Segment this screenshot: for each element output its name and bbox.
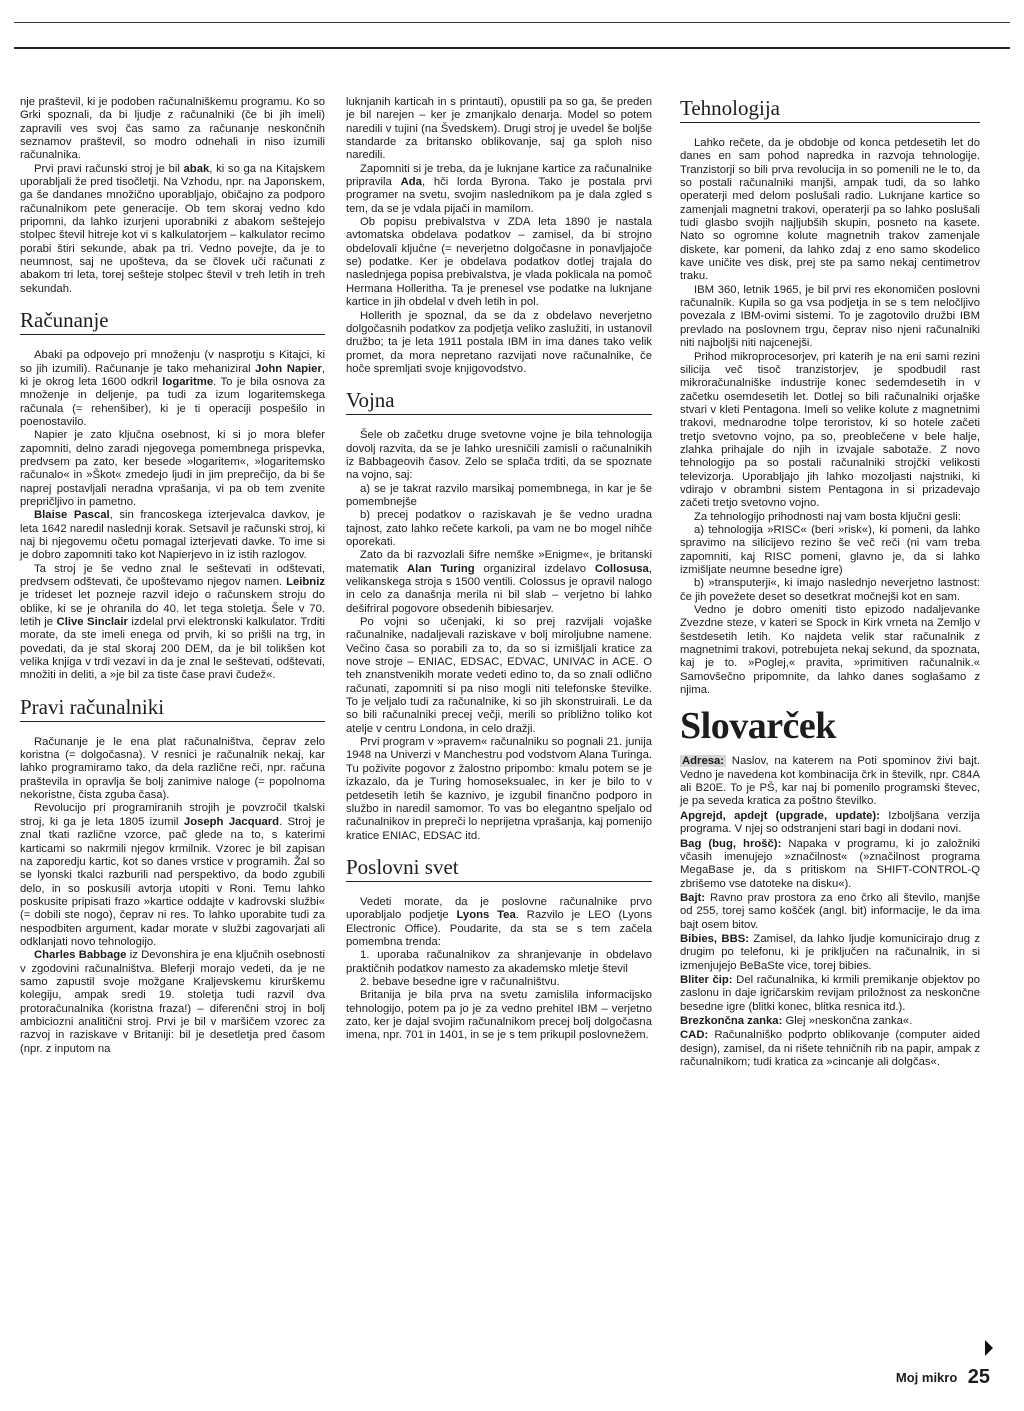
column-3	[680, 96, 980, 1070]
heading-tehnologija: Tehnologija	[680, 96, 980, 123]
paragraph: Šele ob začetku druge svetovne vojne je bila tehnologija dovolj razvita, da se je lahko uresničili zamisli o računalnikih iz Babbageovih časov. Zelo se splača trditi, da se spoznate na vojno, saj:	[346, 429, 652, 482]
glossary-term: CAD:	[680, 1029, 709, 1042]
glossary-term: Brezkončna zanka:	[680, 1014, 783, 1027]
glossary-entry	[680, 1029, 980, 1069]
glossary-definition: Izboljšana verzija programa. V njej so odstranjeni stari bagi in dodani novi.	[680, 809, 980, 836]
paragraph: b) precej podatkov o raziskavah je še vedno uradna tajnost, zato lahko rečete karkoli, pa vam ne bo mogel nihče oporekati.	[346, 509, 652, 548]
paragraph	[20, 163, 325, 296]
paragraph: Za tehnologijo prihodnosti naj vam bosta ključni gesli:	[694, 510, 961, 523]
magazine-name: Moj mikro	[895, 1370, 958, 1385]
glossary-term: Bag (bug, hrošč):	[680, 837, 782, 850]
paragraph	[20, 949, 325, 1056]
paragraph: Računanje je le ena plat računalništva, čeprav zelo koristna (= dolgočasna). V resnici je računalnik nekaj, kar lahko programiramo tako, da dela različne reči, npr. računa praštevila in opravlja še bolj zanimive naloge (= popolnoma nekoristne, čista zguba časa).	[20, 735, 325, 802]
glossary-definition: Del računalnika, ki krmili premikanje objektov po zaslonu in daje igričarskim revijam priložnost za neskončne besedne igre (blitki konec, blitka resnica itd.).	[680, 973, 980, 1013]
paragraph: Britanija je bila prva na svetu zamislila informacijsko tehnologijo, potem pa jo je za vedno prehitel IBM – verjetno zato, ker je dajal svojim računalnikom precej bolj dolgočasna imena, npr. 701 in 1401, in se je s tem prikupil poslovnežem.	[346, 989, 652, 1042]
heading-poslovni-svet: Poslovni svet	[346, 855, 652, 882]
term-sinclair: Clive Sinclair	[56, 616, 128, 629]
text: Revolucijo pri programiranih strojih je povzročil tkalski stroj, ki ga je leta 1805 izumil	[20, 802, 325, 828]
glossary-entry	[680, 810, 980, 837]
paragraph: nje praštevil, ki je podoben računalniškemu programu. Ko so Grki spoznali, da bi ljudje z računalniki (če bi jih imeli) zapravili ves svoj čas samo za računanje neskončnih seznamov praštevil, so modro odnehali in niso izumili računalnika.	[20, 96, 325, 162]
text: , velikanskega stroja s 1500 ventili. Colossus je opravil nalogo in celo za današnja merila ni bil slab – verjetno bi lahko dešifriral pogovore obsedenih bibiesarjev.	[346, 562, 652, 615]
text: je trideset let pozneje razvil idejo o računskem stroju do oblike, ki se je ohranila do 40. let tega stoletja. Šele v 70. letih je	[20, 589, 325, 629]
paragraph: Prihod mikroprocesorjev, pri katerih je na eni sami rezini silicija več tisoč tranzistorjev, je spodbudil rast mikroračunalniške industrije konec sedemdesetih in v začetku osemdesetih let. Dotlej so bili računalniki orjaške stvari v kleti Pentagona. Imeli so velike kolute z magnetnimi trakovi, mednarodne tolpe teroristov, ki so hotele začeti tretjo svetovno vojno, pa so, preoblečene v bele halje, zlahka prihajale do njih in izvajale sabotaže. Z novo tehnologijo pa so postali računalniki strojčki velikosti televizorja. Uporabljajo jih lahko mozoljasti najstniki, ki vdirajo v obrambni sistem Pentagona in si prizadevajo začeti tretjo svetovno vojno.	[680, 350, 980, 510]
text: organiziral izdelavo	[474, 562, 595, 575]
paragraph	[346, 549, 652, 616]
paragraph: a) tehnologija »RISC« (beri »risk«), ki pomeni, da lahko spravimo na silicijevo rezino še več reči (ni vam treba zapomniti, kaj RISC pomeni, glavno je, da si lahko izmišljate neumne besedne igre)	[680, 523, 980, 576]
paragraph: Prvi program v »pravem« računalniku so pognali 21. junija 1948 na Univerzi v Manchestru pod vodstvom Alana Turinga. Tu poživite pogovor z žalostno pripombo: kmalu potem se je izkazalo, da je Turing homoseksualec, in ker je bilo to v petdesetih letih še kaznivo, je izgubil finančno podporo in službo in naredil samomor. To vas bo elegantno speljalo od računalnikov in prepreči lo neprijetna vprašanja, kaj pomenijo kratice ENIAC, EDSAC itd.	[346, 736, 652, 842]
paragraph: IBM 360, letnik 1965, je bil prvi res ekonomičen poslovni računalnik. Kupila so ga vsa podjetja in se s tem neločljivo povezala z IBM-ovimi sistemi. To je zagotovilo družbi IBM prevlado na poslovnem trgu, čeprav niso njeni računalniki niti najboljši niti najcenejši.	[680, 283, 980, 350]
glossary-definition: Ravno prav prostora za eno črko ali število, manjše od 255, torej samo košček (angl. bit) informacije, le da ima bajt osem bitov.	[680, 891, 980, 931]
heading-vojna: Vojna	[346, 388, 652, 415]
term-turing: Alan Turing	[406, 562, 475, 575]
term-pascal: Blaise Pascal	[34, 509, 110, 522]
term-ada: Ada	[400, 176, 422, 189]
continue-arrow-icon	[984, 1340, 994, 1359]
glossary-term: Bliter čip:	[680, 973, 733, 986]
glossary-entry	[680, 933, 980, 973]
text: . Razvilo je LEO (Lyons Electronic Office). Poudarite, da sta se s tem začela pomembna trenda:	[346, 909, 652, 948]
paragraph	[346, 163, 652, 216]
glossary-entry	[680, 892, 980, 932]
paragraph: Napier je zato ključna osebnost, ki si jo mora blefer zapomniti, delno zaradi njegovega pomembnega prispevka, predvsem pa zato, ker besede »logaritem«, »logaritemsko računalo« in »Škot« zmedejo ljudi in jim preprečijo, da bi še naprej postavljali neradna vprašanja, vi pa ob tem zvenite prepričljivo in pametno.	[20, 429, 325, 508]
column-2	[346, 96, 652, 1043]
heading-slovarcek: Slovarček	[680, 705, 836, 748]
glossary-definition: Naslov, na katerem na Poti spominov živi bajt. Vedno je navedena kot kombinacija črk in številk, npr. C84A ali B20E. To je PŠ, kar naj bi pomenilo programski števec, je pa seveda kratica za poštno številko.	[680, 755, 980, 808]
term-leibniz: Leibniz	[286, 576, 325, 588]
text: . To je bila osnova za množenje in deljenje, pa tudi za izum logaritemskega računala (= rehenšiber), ki je ti operaciji pospešilo in poenostavilo.	[20, 375, 326, 428]
paragraph: Ob popisu prebivalstva v ZDA leta 1890 je nastala avtomatska obdelava podatkov – zamisel, da bi strojno obdelovali ključne (= neverjetno dolgočasne in ponavljajoče se) podatke. Ker je obdelava podatkov dotlej trajala do naslednjega popisa prebivalstva, je vlada poklicala na pomoč Hermana Holleritha. Ta je prenesel vse podatke na luknjane kartice in jih obdelal v dveh letih in pol.	[346, 216, 652, 309]
text: , ki so ga na Kitajskem uporabljali že pred tisočletji. Na Vzhodu, npr. na Japonskem, ga še dandanes množično uporabljajo, običajno za podporo računalnikom pete generacije. Ob tem skoraj vedno kdo pripomni, da lahko izurjeni uporabniki z abakom seštejejo stolpec števil hitreje kot vi s kalkulatorjem – kalkulator recimo porabi štiri sekunde, abak pa tri. Vedno povejte, da je to neumnost, saj ne upošteva, da se človek uči računati z abakom tri leta, torej sešteje stolpec števil v treh letih in treh sekundah.	[20, 162, 325, 295]
top-rule-thin	[14, 22, 1010, 23]
heading-racunanje: Računanje	[20, 308, 325, 335]
paragraph: Vedno je dobro omeniti tisto epizodo nadaljevanke Zvezdne steze, v kateri se Spock in Kirk vrneta na Zemljo v šestdesetih letih. Ko najdeta velik star računalnik z magnetnimi trakovi, potrebujeta nekaj sekund, da spoznata, kaj je to. »Poglej,« pravita, »primitiven računalnik.« Samovšečno pripomnite, da lahko danes soglašamo z njima.	[680, 604, 980, 697]
text: Prvi pravi računski stroj je bil	[34, 162, 184, 175]
text: Vedeti morate, da je poslovne računalnike prvo uporabljalo podjetje	[346, 895, 652, 922]
paragraph	[20, 349, 325, 429]
list-item: 2. bebave besedne igre v računalništvu.	[360, 975, 560, 988]
term-collosus: Collosusa	[594, 562, 649, 575]
paragraph: b) »transputerji«, ki imajo naslednjo neverjetno lastnost: če jih povežete deset so desetkrat močnejši kot en sam.	[680, 577, 980, 603]
term-logaritme: logaritme	[162, 375, 214, 388]
text: , sin francoskega izterjevalca davkov, je leta 1642 naredil naslednji korak. Setsavil je računski stroj, ki naj bi njegovemu očetu pomagal izterjevati davke. To ime si je dobro zapomniti tako kot Napierjevo in iz istih razlogov.	[20, 509, 325, 562]
page-footer	[896, 1366, 990, 1389]
list-item: 1. uporaba računalnikov za shranjevanje in obdelavo praktičnih podatkov namesto za akademsko mletje števil	[346, 949, 652, 975]
term-napier: John Napier	[255, 362, 322, 375]
text: iz Devonshira je ena ključnih osebnosti v zgodovini računalništva. Bleferji morajo vedeti, da je ne samo zapustil svoje možgane Kraljevskemu kirurškemu kolegiju, ampak sredi 19. stoletja tudi razvil dva protoračunalnika (koristna fraza!) – diferenčni stroj in bolj ambiciozni analitični stroj. Prvi je bil v maršičem vzorec za razvoj in raziskave v Britaniji: bil je desetletja pred časom (npr. z inputom na	[20, 949, 325, 1055]
text: Zapomniti si je treba, da je luknjane kartice za računalnike pripravila	[346, 162, 652, 189]
glossary	[680, 755, 980, 1069]
paragraph: Hollerith je spoznal, da se da z obdelavo neverjetno dolgočasnih podatkov za podjetja veliko zaslužiti, in ustanovil družbo; ta je leta 1911 postala IBM in ima danes tako velik promet, da mora nepretano razvijati nove računalnike, če hoče spremljati svoje knjigovodstvo.	[346, 309, 652, 375]
paragraph	[346, 896, 652, 949]
text: . Stroj je znal tkati različne vzorce, pač glede na to, s katerimi karticami so nakrmili njegov krmilnik. Vzorec je bil zapisan na zaporedju kartic, kot so danes vrstice v programih. Žal so se lyonski tkalci razburili nad perspektivo, da bodo zgubili delo, in so poskusili avtorja utopiti v Roni. Temu lahko poskusite pripisati frazo »kartice oddajte v kadrovski službi« (= dobili ste nogo), čeprav ni res. To lahko uporabite tudi za nespodbiten argument, kadar morate v službi zagovarjati ali odklanjati novo tehnologijo.	[20, 815, 326, 948]
text: , ki je okrog leta 1600 odkril	[20, 362, 325, 388]
glossary-term: Bajt:	[680, 891, 706, 904]
term-lyons: Lyons Tea	[456, 909, 516, 922]
text: , hči lorda Byrona. Tako je postala prvi programer na svetu, svojim naslednikom pa je dala zgled s tem, da se je vdala pijači in mamilom.	[346, 176, 652, 215]
glossary-definition: Napaka v programu, ki jo založniki včasih imenujejo »značilnost« (»značilnost programa MegaBase je, da s pritiskom na SHIFT-CONTROL-Q zbrišemo vse datoteke na disku«).	[680, 837, 980, 890]
term-abak: abak	[183, 162, 210, 175]
glossary-definition: Računalniško podprto oblikovanje (computer aided design), zamisel, da ni rišete tehničnih rib na papir, ampak z računalnikom; tudi kratica za »cincanje ali dolgčas«.	[680, 1029, 980, 1068]
text: izdelal prvi elektronski kalkulator. Trditi morate, da ste imeli enega od prvih, ki so prišli na trg, in povedati, da je stal skoraj 200 DEM, da je bil tolikšen kot velika knjiga v trdi vezavi in da je znal le seštevati, odštevati, množiti in deliti, a »je bil za tiste čase pravi čudež«.	[20, 616, 326, 682]
glossary-term: Adresa:	[682, 755, 725, 768]
text: Zato da bi razvozlali šifre nemške »Enigme«, je britanski matematik	[346, 549, 652, 575]
glossary-entry	[680, 974, 980, 1014]
paragraph: luknjanih karticah in s printauti), opustili pa so ga, še preden je bil narejen – ker je zmanjkalo denarja. Model so potem naredili v tujini (na Švedskem). Drugi stroj je uvedel še boljše standarde za britansko oblikovanje, saj ga sploh niso naredili.	[346, 96, 652, 162]
column-1	[20, 96, 325, 1056]
paragraph	[20, 802, 325, 949]
term-babbage: Charles Babbage	[34, 949, 127, 962]
glossary-definition: Zamisel, da lahko ljudje komunicirajo drug z drugim po telefonu, ki je priključen na računalnik, in si izmenjujejo BeBaSte vice, torej bibies.	[680, 932, 981, 972]
glossary-term: Apgrejd, apdejt (upgrade, update):	[680, 809, 880, 822]
glossary-entry	[680, 838, 980, 891]
glossary-entry	[680, 755, 980, 808]
top-rule-thick	[14, 47, 1010, 49]
paragraph	[20, 509, 325, 562]
paragraph: a) se je takrat razvilo marsikaj pomembnega, in kar je še pomembnejše	[346, 482, 652, 508]
glossary-entry	[680, 1015, 980, 1028]
paragraph: Lahko rečete, da je obdobje od konca petdesetih let do danes en sam pohod napredka in razvoja tehnologije. Tranzistorji so bili prva revolucija in so pomenili ne le to, da so postali računalniki manjši, ampak tudi, da so lahko operaterji med delom poslušali radio. Luknjane kartice so zamenjali magnetni trakovi, operaterji pa so lahko poslušali tudi glasbo svojih najljubših skupin, posneto na kasete. Nato so ogromne kolute magnetnih trakov zamenjale diskete, kar pomeni, da lahko zdaj z eno samo skodelico kave uničite ves disk, prej ste pa samo nekaj centimetrov traku.	[680, 137, 980, 283]
text: Ta stroj je še vedno znal le seštevati in odštevati, predvsem odštevati, če upoštevamo njegov namen.	[20, 562, 325, 588]
paragraph: Po vojni so učenjaki, ki so prej razvijali vojaške računalnike, nadaljevali raziskave v bolj miroljubne namene. Večino časa so porabili za to, da so si izmišljali kratice za nove stroje – ENIAC, EDSAC, EDVAC, UNIVAC in ACE. O teh znanstvenikih morate vedeti edino to, da so znali odlično računati, zapomniti si pa niso mogli niti telefonske številke. To je veljalo tudi za računalnike, ki so jih skonstruirali. Le da so bili računalniki precej večji, merili so približno toliko kot atelje v centru Londona, in celo dražji.	[346, 616, 652, 735]
glossary-definition: Glej »neskončna zanka«.	[782, 1014, 913, 1027]
page-number: 25	[967, 1366, 990, 1388]
paragraph	[20, 563, 325, 683]
term-jacquard: Joseph Jacquard	[183, 815, 280, 828]
continue-arrow-icon-svg	[984, 1340, 994, 1356]
glossary-term: Bibies, BBS:	[680, 932, 750, 945]
text: Abaki pa odpovejo pri množenju (v nasprotju s Kitajci, ki so jih izumili). Računanje je tako mehaniziral	[20, 349, 325, 375]
heading-pravi-racunalniki: Pravi računalniki	[20, 695, 325, 722]
